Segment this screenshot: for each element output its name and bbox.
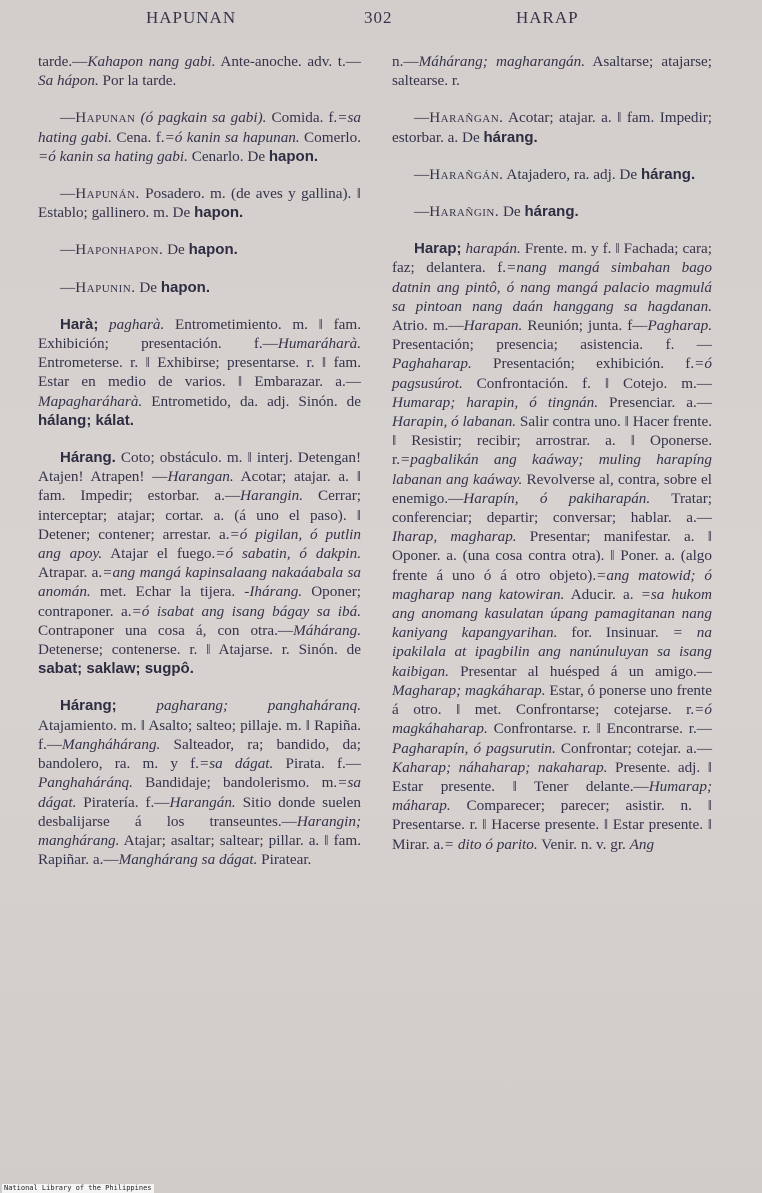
tagalog-text: =sa hating gabi. [38, 109, 361, 146]
definition-text: Comida. f. [266, 109, 338, 127]
definition-text: Presentar; manifestar. a. ‖ Oponer. a. (una cosa contra otra). ‖ Poner. a. (algo frente á uno ó á otro objeto). [392, 528, 712, 584]
definition-text: Confrontar; cotejar. a.— [555, 739, 713, 757]
tagalog-text: Máhárang; magharangán. [418, 53, 586, 70]
tagalog-text: (ó pagkain sa gabi). [135, 109, 267, 127]
tagalog-text: Magharap; magkáharap. [392, 681, 546, 699]
tagalog-text: =sa hukom ang anomang kasulatan úpang pamagitanan nang kaniyang kapangyarihan. [392, 585, 712, 642]
tagalog-text: Pagharapín, ó pagsurutin. [392, 739, 556, 757]
definition-text: Estar, ó ponerse uno frente á otro. ‖ met. Confrontarse; cotejarse. r. [392, 681, 712, 719]
tagalog-text: pagharang; panghaháranq. [156, 697, 361, 715]
definition-text: Posadero. m. (de aves y gallina). ‖ Establo; gallinero. m. De [38, 185, 361, 222]
definition-text: Cerrar; interceptar; atajar; cortar. a. (á uno el paso). ‖ Detener; contener; arrestar. a. [38, 487, 361, 543]
tagalog-text: =ang mangá kapinsalaang nakaáabala sa anomán. [38, 564, 361, 601]
tagalog-text: Ihárang. [249, 583, 303, 601]
dictionary-entry [38, 240, 361, 259]
dictionary-entry [38, 448, 361, 678]
definition-text: Detenerse; contenerse. r. ‖ Atajarse. r. Sinón. de [38, 641, 361, 659]
dictionary-entry [38, 696, 361, 869]
cross-reference: sabat; saklaw; sugpô. [38, 660, 194, 678]
dictionary-entry [38, 278, 361, 297]
tagalog-text: Iharap, magharap. [392, 528, 517, 546]
tagalog-text: Panghaháránq. [38, 774, 133, 792]
definition-text: Presentación; presencia; asistencia. f. — [392, 336, 712, 354]
definition-text: Contraponer una cosa á, con otra.— [38, 621, 294, 639]
headword: Harap; [414, 240, 462, 258]
definition-text: — [414, 203, 430, 221]
definition-text: De [135, 278, 161, 296]
definition-text: Atajar el fuego. [102, 545, 216, 563]
definition-text: Confrontarse. r. ‖ Encontrarse. r.— [487, 720, 712, 738]
definition-text: Salir contra uno. ‖ Hacer frente. ‖ Resistir; recibir; arrostrar. a. ‖ Oponerse. r. [392, 413, 712, 469]
definition-text: Atajadero, ra. adj. De [503, 165, 641, 183]
cross-reference: hapon. [160, 278, 210, 296]
tagalog-text: Harangin; manghárang. [38, 812, 361, 849]
tagalog-text: Paghaharap. [392, 355, 472, 373]
library-footer: National Library of the Philippines [4, 1184, 152, 1192]
derived-headword: Hapunan [75, 109, 136, 127]
definition-text: Entrometerse. r. ‖ Exhibirse; presentarse. r. ‖ fam. Estar en medio de varios. ‖ Embarazar. a.— [38, 354, 361, 391]
cross-reference: hapon. [268, 147, 319, 165]
tagalog-text: Manghárang sa dágat. [118, 851, 258, 869]
definition-text: Sitio donde suelen desbalijarse á los transeuntes.— [38, 793, 361, 830]
definition-text: Atajar; asaltar; saltear; pillar. a. ‖ fam. Rapiñar. a.— [38, 831, 361, 869]
header-right-guide-word: HARAP [516, 8, 579, 27]
dictionary-entry [38, 184, 361, 222]
tagalog-text: Ang [629, 835, 655, 853]
definition-text: Piratear. [257, 851, 312, 869]
definition-text: Oponer; contraponer. a. [38, 583, 361, 620]
tagalog-text: =pagbalikán ang kaáway; muling harapíng labanan ang kaáway. [392, 451, 712, 488]
dictionary-entry [38, 108, 361, 166]
tagalog-text: = na ipakilala at ipagbilin ang nanúnuluyan sa isang kaibigan. [392, 624, 712, 680]
definition-text: — [414, 109, 430, 127]
tagalog-text: Humarap; harapin, ó tingnán. [392, 393, 599, 411]
headword: Harà; [60, 315, 99, 333]
tagalog-text: =nang mangá simbahan bago datnin ang pintô, ó nang mangá palacio magmulá sa pintoan nang daán hanggang sa hagdanan. [392, 259, 712, 315]
definition-text: Reunión; junta. f— [522, 317, 648, 335]
cross-reference: hárang. [524, 203, 579, 221]
tagalog-text: Harangin. [240, 487, 304, 505]
tagalog-text: Harapan. [463, 317, 523, 335]
tagalog-text: Humarap; máharap. [392, 777, 712, 815]
dictionary-entry [392, 108, 712, 146]
definition-text: Salteador, ra; bandido, da; bandolero, ra. m. y f. [38, 735, 361, 773]
dictionary-entry [392, 202, 712, 221]
tagalog-text: Harapin, ó labanan. [392, 413, 517, 431]
definition-text: — [60, 109, 76, 127]
headword: Hárang. [60, 449, 116, 467]
definition-text: Atajamiento. m. ‖ Asalto; salteo; pillaje. m. ‖ Rapiña. f.— [38, 716, 361, 753]
dictionary-entry [392, 165, 712, 184]
definition-text: Presenciar. a.— [598, 393, 712, 411]
definition-text: Atrapar. a. [38, 564, 103, 582]
tagalog-text: =ó magkáhaharap. [392, 701, 712, 738]
tagalog-text: = dito ó parito. [443, 835, 538, 853]
tagalog-text: =ó kanin sa hating gabi. [38, 147, 188, 165]
tagalog-text: Máhárang. [293, 621, 361, 639]
definition-text: Revolverse al, contra, sobre el enemigo.— [392, 470, 712, 507]
definition-text: Venir. n. v. gr. [537, 835, 630, 853]
headword: Hárang; [60, 697, 117, 715]
definition-text: n.— [392, 53, 419, 70]
derived-headword: Harañgán. [429, 165, 504, 183]
definition-text: De [163, 241, 189, 259]
tagalog-text: pagharà. [109, 315, 165, 333]
tagalog-text: Kahapon nang gabi. [87, 53, 216, 70]
tagalog-text: Harangan. [167, 468, 234, 486]
definition-text: for. Insinuar. [557, 624, 673, 642]
definition-text: — [60, 241, 76, 259]
cross-reference: hárang. [640, 165, 696, 183]
tagalog-text: =ó pigilan, ó putlin ang apoy. [38, 525, 361, 563]
tagalog-text: =ó kanin sa hapunan. [164, 128, 300, 146]
dictionary-entry [392, 52, 712, 90]
tagalog-text: =ó sabatin, ó dakpin. [215, 545, 362, 563]
definition-text: — [60, 278, 76, 296]
definition-text: Acotar; atajar. a. ‖ fam. Impedir; estorbar. a.— [38, 468, 361, 505]
tagalog-text: =ó pagsusúrot. [392, 355, 712, 392]
tagalog-text: =sa dágat. [38, 774, 361, 811]
definition-text: Pirata. f.— [273, 755, 361, 773]
tagalog-text: Mapagharáharà. [38, 392, 143, 410]
definition-text: met. Echar la tijera. - [90, 583, 250, 601]
tagalog-text: =ang matowid; ó magharap nang katowiran. [392, 566, 712, 603]
derived-headword: Harañgin. [429, 203, 500, 221]
tagalog-text: Mangháhárang. [62, 735, 161, 753]
derived-headword: Harañgan. [429, 109, 504, 127]
page-number: 302 [364, 8, 393, 27]
definition-text: — [414, 165, 430, 183]
definition-text: Aducir. a. [564, 585, 641, 603]
tagalog-text: Pagharap. [647, 317, 712, 335]
definition-text: Tratar; conferenciar; departir; conversar; hablar. a.— [392, 489, 712, 527]
definition-text: Presentación; exhibición. f. [471, 355, 695, 373]
tagalog-text: Harapín, ó pakiharapán. [463, 489, 651, 507]
definition-text: Por la tarde. [98, 72, 177, 90]
definition-text: Cena. f. [111, 128, 165, 146]
dictionary-entry [38, 52, 361, 90]
definition-text: Bandidaje; bandolerismo. m. [132, 774, 338, 792]
cross-reference: hapon. [188, 241, 238, 259]
cross-reference: hapon. [194, 204, 244, 222]
left-column [38, 52, 361, 887]
definition-text: Asaltarse; atajarse; saltearse. r. [392, 53, 713, 90]
definition-text: Comerlo. [299, 128, 361, 146]
tagalog-text: Harangán. [169, 793, 236, 811]
definition-text: Entrometimiento. m. ‖ fam. Exhibición; presentación. f.— [38, 315, 361, 353]
derived-headword: Haponhapon. [75, 241, 164, 259]
definition-text: Coto; obstáculo. m. ‖ interj. Detengan! Atajen! Atrapen! — [38, 449, 361, 486]
tagalog-text: Sa hápon. [38, 72, 99, 90]
tagalog-text: Humaráharà. [277, 335, 361, 353]
definition-text: Piratería. f.— [76, 793, 170, 811]
definition-text: Ante-anoche. adv. t.— [215, 53, 361, 70]
header-left-guide-word: HAPUNAN [146, 8, 237, 27]
definition-text: Cenarlo. De [187, 147, 269, 165]
dictionary-entry [392, 239, 712, 854]
derived-headword: Hapunin. [75, 278, 136, 296]
definition-text: Presentar al huésped á un amigo.— [448, 662, 712, 680]
definition-text: Frente. m. y f. ‖ Fachada; cara; faz; delantera. f. [392, 240, 712, 277]
definition-text: Acotar; atajar. a. ‖ fam. Impedir; estorbar. a. De [392, 109, 712, 146]
definition-text: Atrio. m.— [392, 317, 464, 335]
definition-text: Confrontación. f. ‖ Cotejo. m.— [462, 374, 712, 392]
tagalog-text: harapán. [465, 240, 521, 258]
derived-headword: Hapunán. [75, 185, 140, 203]
cross-reference: hálang; kálat. [38, 411, 134, 429]
right-column [392, 52, 712, 872]
definition-text [117, 697, 157, 714]
definition-text: Entrometido, da. adj. Sinón. de [142, 392, 361, 410]
definition-text: Presente. adj. ‖ Estar presente. ‖ Tener delante.— [392, 758, 712, 795]
tagalog-text: Kaharap; náhaharap; nakaharap. [392, 758, 608, 776]
definition-text [98, 316, 109, 333]
definition-text: De [499, 203, 525, 221]
definition-text: Comparecer; parecer; asistir. n. ‖ Presentarse. r. ‖ Hacerse presente. ‖ Estar presente. ‖ Mirar. a. [392, 797, 712, 853]
definition-text: — [60, 185, 76, 203]
dictionary-entry [38, 315, 361, 430]
definition-text: tarde.— [38, 53, 88, 70]
tagalog-text: =sa dágat. [198, 755, 274, 773]
cross-reference: hárang. [483, 128, 538, 146]
page-header [0, 8, 762, 34]
tagalog-text: =ó isabat ang isang bágay sa ibá. [131, 602, 361, 620]
